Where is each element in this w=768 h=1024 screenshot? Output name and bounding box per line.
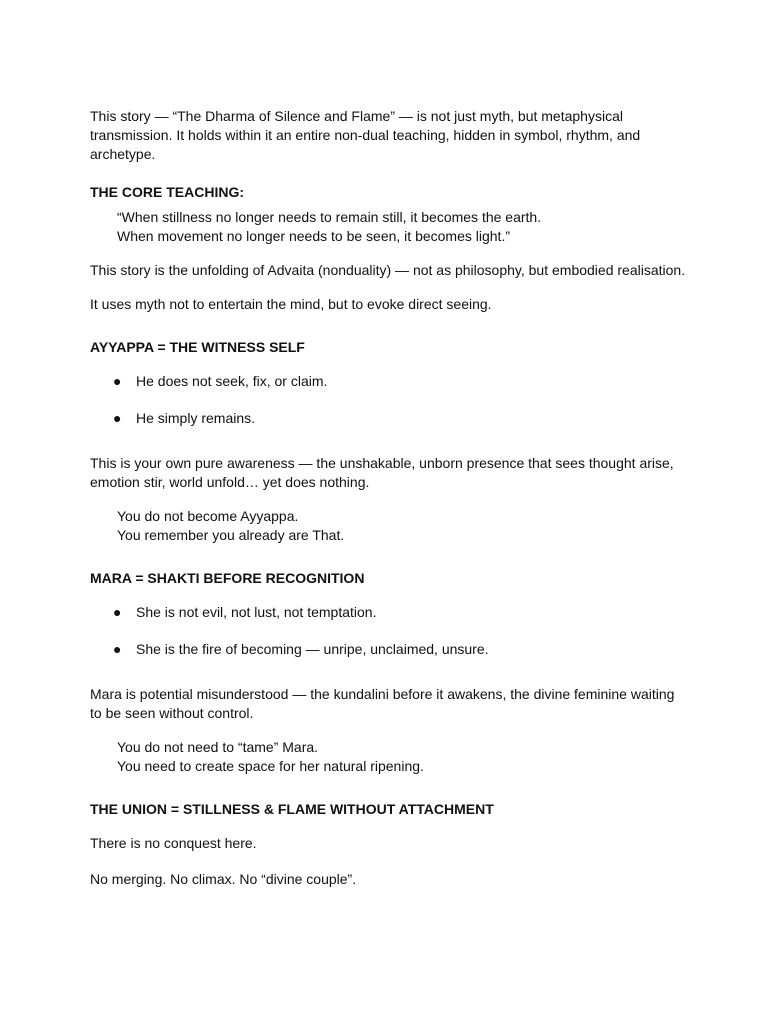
- ayyappa-heading: AYYAPPA = THE WITNESS SELF: [90, 339, 305, 355]
- list-item-text: He does not seek, fix, or claim.: [136, 373, 328, 389]
- list-item-text: He simply remains.: [136, 410, 256, 426]
- no-merging-paragraph: No merging. No climax. No “divine couple”.: [90, 871, 357, 887]
- ayyappa-bullet-list: [90, 372, 688, 428]
- core-teaching-quote: [90, 208, 688, 246]
- mara-quote: [90, 738, 688, 776]
- mara-heading: MARA = SHAKTI BEFORE RECOGNITION: [90, 570, 365, 586]
- mara-bullet-list: [90, 603, 688, 659]
- list-item: [90, 409, 688, 428]
- myth-paragraph: It uses myth not to entertain the mind, but to evoke direct seeing.: [90, 296, 492, 312]
- union-heading: THE UNION = STILLNESS & FLAME WITHOUT ATTACHMENT: [90, 801, 494, 817]
- bullet-icon: ●: [113, 410, 122, 426]
- quote-line: You do not need to “tame” Mara.: [117, 739, 319, 755]
- intro-paragraph: This story — “The Dharma of Silence and Flame” — is not just myth, but metaphysical transmission. It holds within it an entire non-dual teaching, hidden in symbol, rhythm, and archetype.: [90, 108, 641, 162]
- list-item-text: She is the fire of becoming — unripe, unclaimed, unsure.: [136, 641, 489, 657]
- list-item: [90, 603, 688, 622]
- quote-line: When movement no longer needs to be seen, it becomes light.”: [117, 228, 510, 244]
- no-conquest-paragraph: There is no conquest here.: [90, 835, 257, 851]
- ayyappa-quote: [90, 507, 688, 545]
- advaita-paragraph: This story is the unfolding of Advaita (nonduality) — not as philosophy, but embodied realisation.: [90, 262, 686, 278]
- list-item-text: She is not evil, not lust, not temptation.: [136, 604, 377, 620]
- quote-line: You remember you already are That.: [117, 527, 345, 543]
- quote-line: You need to create space for her natural ripening.: [117, 758, 424, 774]
- list-item: [90, 640, 688, 659]
- bullet-icon: ●: [113, 641, 122, 657]
- mara-paragraph: Mara is potential misunderstood — the kundalini before it awakens, the divine feminine waiting to be seen without control.: [90, 686, 675, 721]
- core-teaching-heading: THE CORE TEACHING:: [90, 184, 244, 200]
- quote-line: You do not become Ayyappa.: [117, 508, 299, 524]
- bullet-icon: ●: [113, 604, 122, 620]
- quote-line: “When stillness no longer needs to remain still, it becomes the earth.: [117, 209, 542, 225]
- bullet-icon: ●: [113, 373, 122, 389]
- awareness-paragraph: This is your own pure awareness — the unshakable, unborn presence that sees thought arise, emotion stir, world unfold… yet does nothing.: [90, 455, 674, 490]
- list-item: [90, 372, 688, 391]
